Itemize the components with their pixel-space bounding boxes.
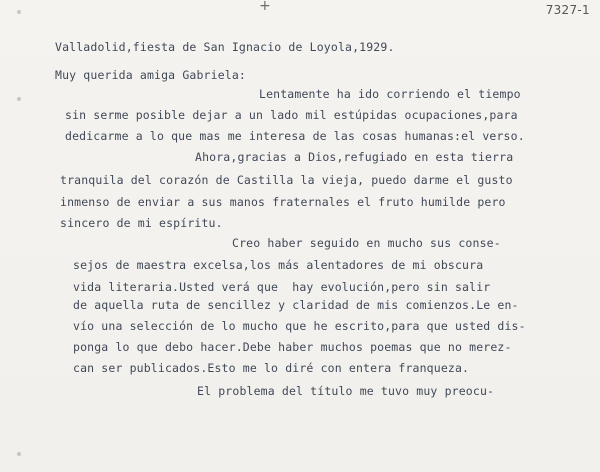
salutation: Muy querida amiga Gabriela: xyxy=(55,68,246,82)
paper-mark xyxy=(17,97,21,101)
letter-line: Creo haber seguido en mucho sus conse- xyxy=(232,236,501,250)
letter-line: sin serme posible dejar a un lado mil estúpidas ocupaciones,para xyxy=(65,108,518,122)
letter-line: can ser publicados.Esto me lo diré con entera franqueza. xyxy=(73,361,470,375)
letter-line: Lentamente ha ido corriendo el tiempo xyxy=(259,87,521,101)
top-mark: + xyxy=(259,0,271,14)
letter-line: Ahora,gracias a Dios,refugiado en esta tierra xyxy=(195,150,514,164)
paper-mark xyxy=(17,452,21,456)
letter-line: tranquila del corazón de Castilla la vieja, puedo darme el gusto xyxy=(60,173,513,187)
letter-line: vida literaria.Usted verá que hay evolución,pero sin salir xyxy=(73,280,491,294)
letter-line: sejos de maestra excelsa,los más alentadores de mi obscura xyxy=(73,258,484,272)
letter-line: El problema del título me tuvo muy preocu- xyxy=(197,384,495,398)
letter-line: sincero de mi espíritu. xyxy=(60,216,223,230)
dateline: Valladolid,fiesta de San Ignacio de Loyola,1929. xyxy=(55,40,395,54)
letter-line: dedicarme a lo que mas me interesa de las cosas humanas:el verso. xyxy=(65,129,525,143)
letter-line: de aquella ruta de sencillez y claridad de mis comienzos.Le en- xyxy=(73,298,519,312)
letter-line: vío una selección de lo mucho que he escrito,para que usted dis- xyxy=(73,319,526,333)
archive-number: 7327-1 xyxy=(545,3,590,17)
paper-mark xyxy=(17,10,21,14)
letter-line: inmenso de enviar a sus manos fraternales el fruto humilde pero xyxy=(60,195,506,209)
letter-line: ponga lo que debo hacer.Debe haber muchos poemas que no merez- xyxy=(73,340,512,354)
